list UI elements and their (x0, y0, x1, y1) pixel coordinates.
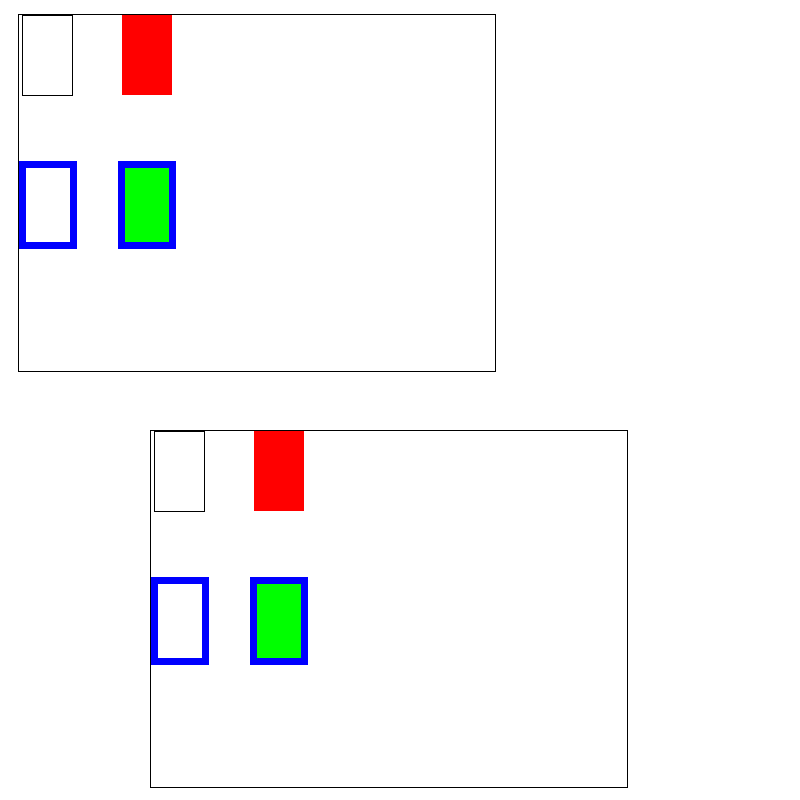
blue-outline-rect (151, 577, 209, 665)
green-rect-blue-border (250, 577, 308, 665)
panel-top (18, 14, 496, 372)
thin-outline-rect (22, 15, 73, 96)
panel-bottom (150, 430, 628, 788)
green-rect-blue-border (118, 161, 176, 249)
red-rect (122, 15, 172, 95)
thin-outline-rect (154, 431, 205, 512)
red-rect (254, 431, 304, 511)
blue-outline-rect (19, 161, 77, 249)
